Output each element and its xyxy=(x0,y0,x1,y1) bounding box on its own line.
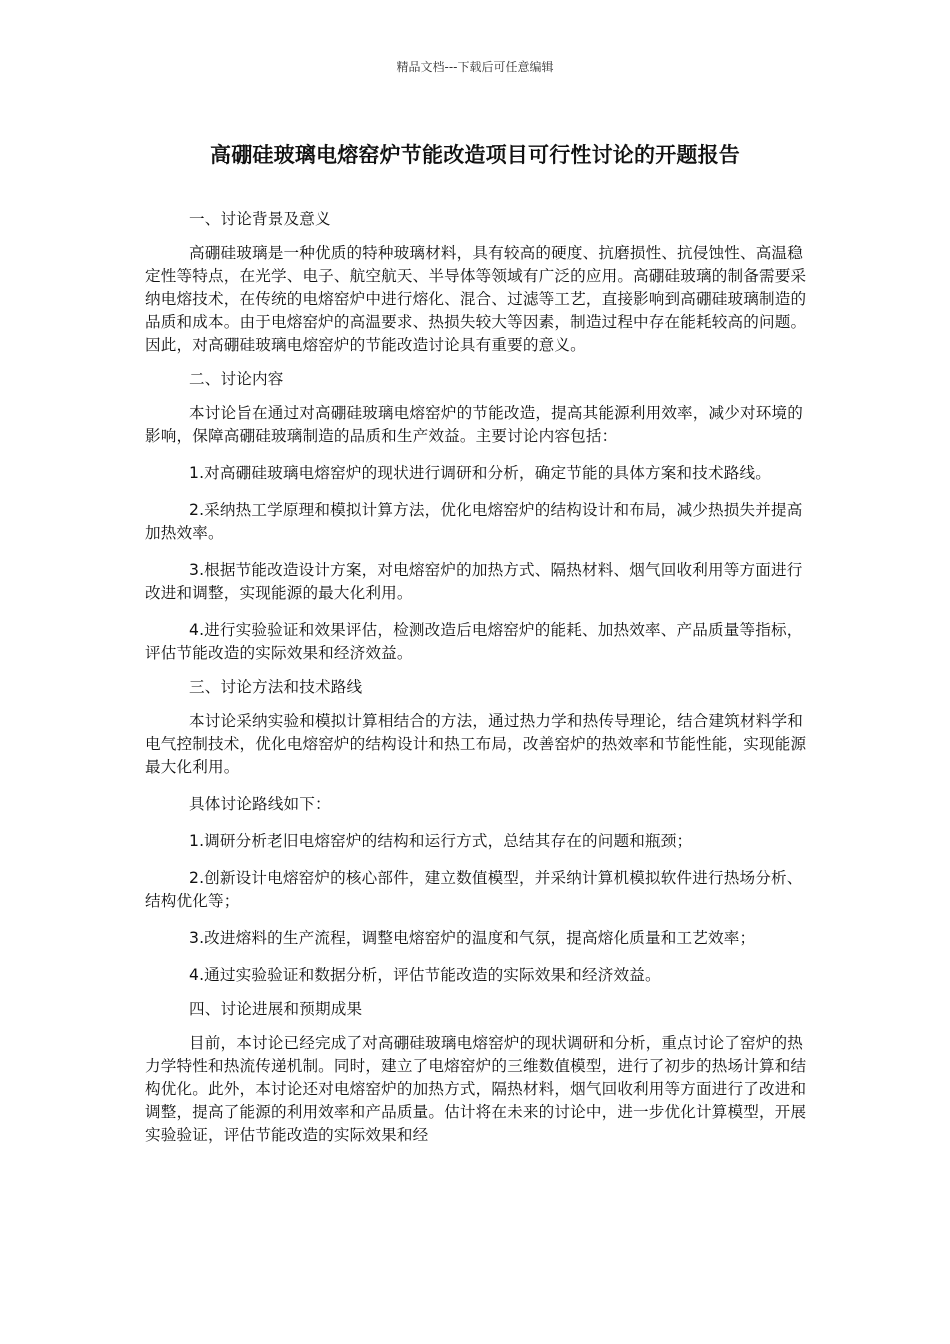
list-item-route-4: 4.通过实验验证和数据分析，评估节能改造的实际效果和经济效益。 xyxy=(189,966,661,984)
paragraph-content-intro: 本讨论旨在通过对高硼硅玻璃电熔窑炉的节能改造，提高其能源利用效率，减少对环境的影响，保障高硼硅玻璃制造的品质和生产效益。主要讨论内容包括： xyxy=(145,404,804,445)
document-title: 高硼硅玻璃电熔窑炉节能改造项目可行性讨论的开题报告 xyxy=(210,143,740,167)
list-item-route-3: 3.改进熔料的生产流程，调整电熔窑炉的温度和气氛，提高熔化质量和工艺效率； xyxy=(189,929,756,947)
paragraph-route-intro: 具体讨论路线如下： xyxy=(189,795,331,813)
paragraph-progress: 目前，本讨论已经完成了对高硼硅玻璃电熔窑炉的现状调研和分析，重点讨论了窑炉的热力学特性和热流传递机制。同时，建立了电熔窑炉的三维数值模型，进行了初步的热场计算和结构优化。此外，本讨论还对电熔窑炉的加热方式，隔热材料，烟气回收利用等方面进行了改进和调整，提高了能源的利用效率和产品质量。估计将在未来的讨论中，进一步优化计算模型，开展实验验证，评估节能改造的实际效果和经 xyxy=(145,1034,807,1144)
section-heading-method: 三、讨论方法和技术路线 xyxy=(189,678,363,696)
section-heading-background: 一、讨论背景及意义 xyxy=(189,210,331,228)
list-item-route-2: 2.创新设计电熔窑炉的核心部件，建立数值模型，并采纳计算机模拟软件进行热场分析、结构优化等； xyxy=(145,869,803,910)
document-body xyxy=(145,208,811,1147)
list-item-content-4: 4.进行实验验证和效果评估，检测改造后电熔窑炉的能耗、加热效率、产品质量等指标，评估节能改造的实际效果和经济效益。 xyxy=(145,621,803,662)
page-header: 精品文档---下载后可任意编辑 xyxy=(396,60,554,74)
section-heading-content: 二、讨论内容 xyxy=(189,370,284,388)
paragraph-background: 高硼硅玻璃是一种优质的特种玻璃材料，具有较高的硬度、抗磨损性、抗侵蚀性、高温稳定性等特点，在光学、电子、航空航天、半导体等领域有广泛的应用。高硼硅玻璃的制备需要采纳电熔技术，在传统的电熔窑炉中进行熔化、混合、过滤等工艺，直接影响到高硼硅玻璃制造的品质和成本。由于电熔窑炉的高温要求、热损失较大等因素，制造过程中存在能耗较高的问题。因此，对高硼硅玻璃电熔窑炉的节能改造讨论具有重要的意义。 xyxy=(145,244,807,354)
paragraph-method: 本讨论采纳实验和模拟计算相结合的方法，通过热力学和热传导理论，结合建筑材料学和电气控制技术，优化电熔窑炉的结构设计和热工布局，改善窑炉的热效率和节能性能，实现能源最大化利用。 xyxy=(145,712,807,776)
list-item-content-3: 3.根据节能改造设计方案，对电熔窑炉的加热方式、隔热材料、烟气回收利用等方面进行改进和调整，实现能源的最大化利用。 xyxy=(145,561,803,602)
list-item-route-1: 1.调研分析老旧电熔窑炉的结构和运行方式，总结其存在的问题和瓶颈； xyxy=(189,832,693,850)
list-item-content-1: 1.对高硼硅玻璃电熔窑炉的现状进行调研和分析，确定节能的具体方案和技术路线。 xyxy=(189,464,771,482)
list-item-content-2: 2.采纳热工学原理和模拟计算方法，优化电熔窑炉的结构设计和布局，减少热损失并提高加热效率。 xyxy=(145,501,803,542)
section-heading-progress: 四、讨论进展和预期成果 xyxy=(189,1000,363,1018)
